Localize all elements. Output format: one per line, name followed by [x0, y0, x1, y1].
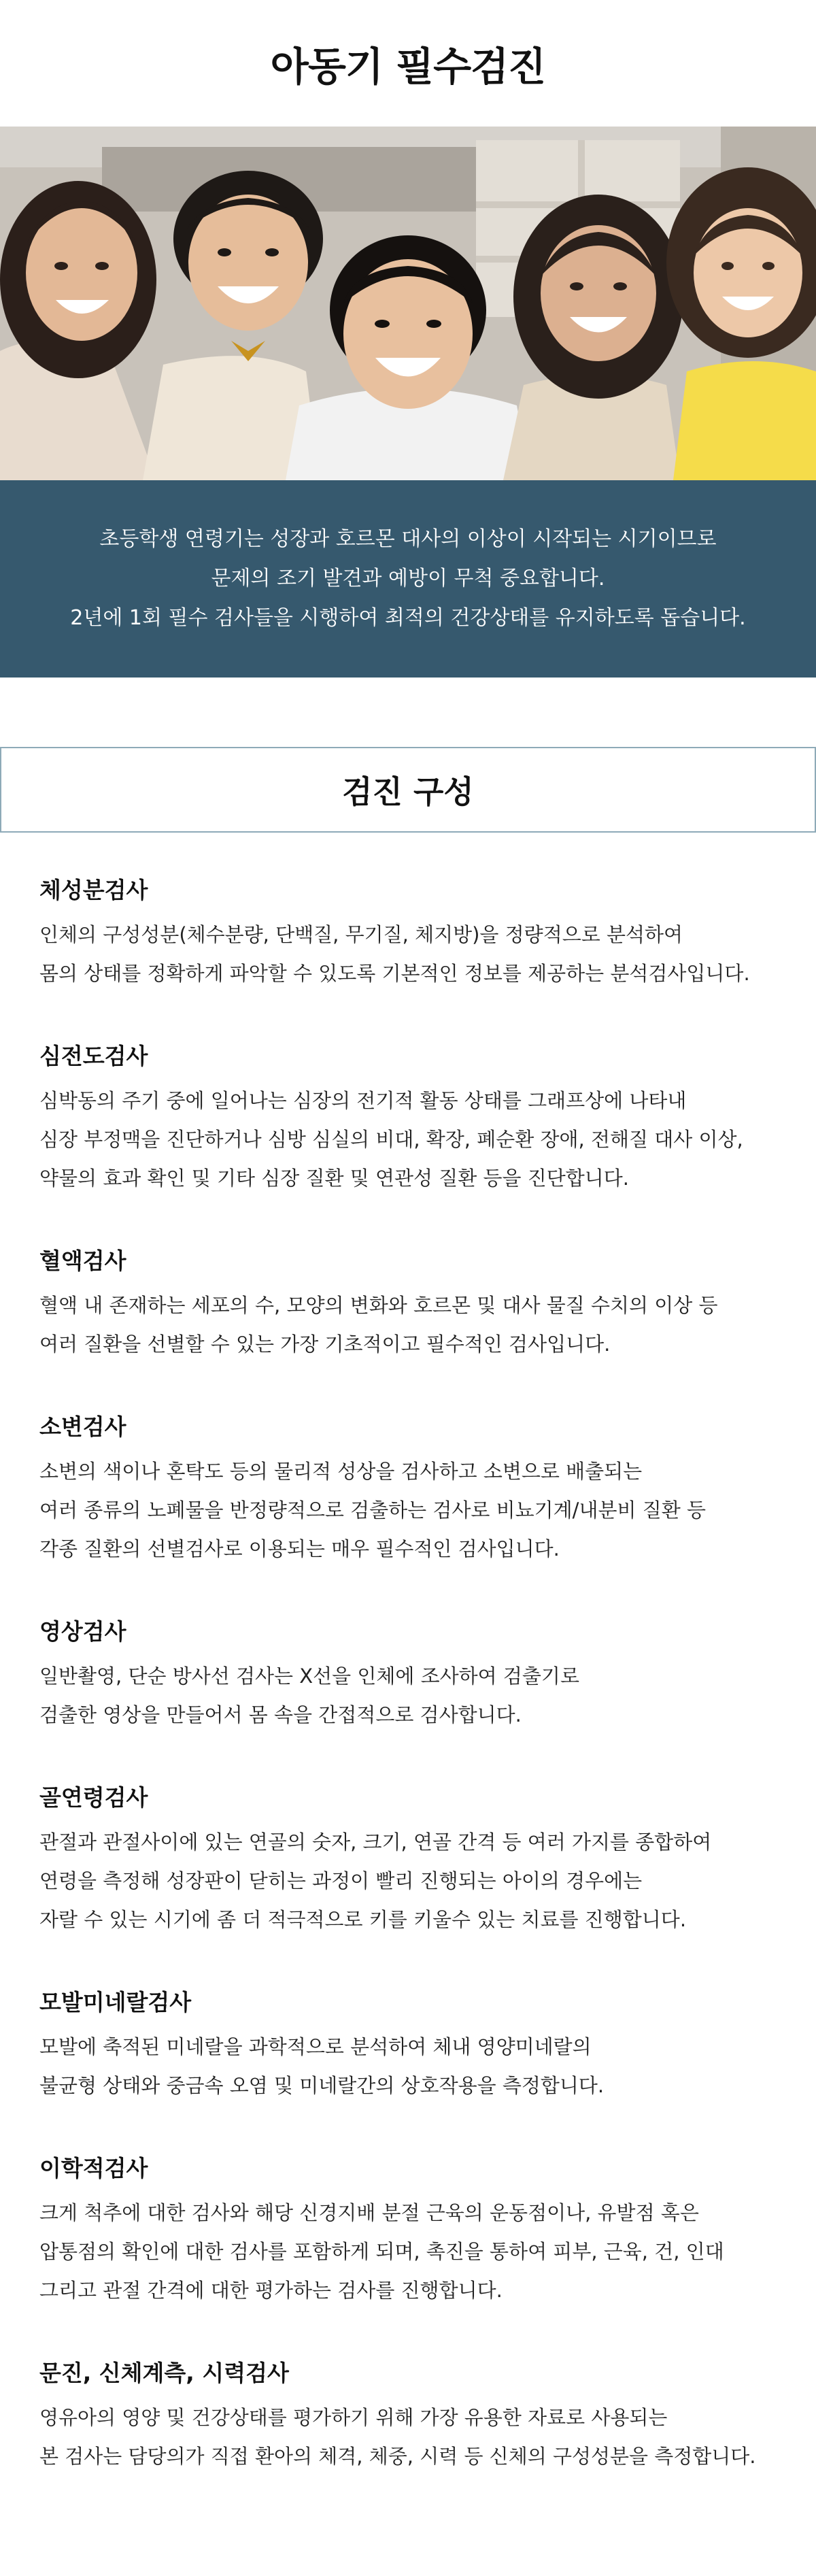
- section-title: 검진 구성: [342, 773, 474, 810]
- exam-desc-line: 검출한 영상을 만들어서 몸 속을 간접적으로 검사합니다.: [39, 1703, 522, 1726]
- hero-photo-children: [0, 127, 816, 480]
- exam-desc-line: 영유아의 영양 및 건강상태를 평가하기 위해 가장 유용한 자료로 사용되는: [39, 2406, 668, 2429]
- exam-list: [0, 833, 816, 2476]
- exam-item-imaging: [39, 1615, 816, 1735]
- exam-desc-line: 심박동의 주기 중에 일어나는 심장의 전기적 활동 상태를 그래프상에 나타내: [39, 1089, 687, 1112]
- exam-desc-line: 압통점의 확인에 대한 검사를 포함하게 되며, 촉진을 통하여 피부, 근육, 건, 인대: [39, 2240, 724, 2263]
- exam-desc-line: 각종 질환의 선별검사로 이용되는 매우 필수적인 검사입니다.: [39, 1537, 560, 1560]
- child-4: [503, 195, 683, 480]
- exam-title: 심전도검사: [39, 1039, 157, 1073]
- exam-title: 영상검사: [39, 1615, 136, 1649]
- exam-desc-line: 불균형 상태와 중금속 오염 및 미네랄간의 상호작용을 측정합니다.: [39, 2074, 605, 2097]
- exam-desc-line: 모발에 축적된 미네랄을 과학적으로 분석하여 체내 영양미네랄의: [39, 2035, 592, 2058]
- exam-item-hair-mineral: [39, 1986, 816, 2105]
- exam-desc-line: 여러 종류의 노폐물을 반정량적으로 검출하는 검사로 비뇨기계/내분비 질환 등: [39, 1499, 706, 1522]
- section-heading-box: [0, 747, 816, 833]
- exam-item-urine: [39, 1410, 816, 1569]
- exam-desc-line: 인체의 구성성분(체수분량, 단백질, 무기질, 체지방)을 정량적으로 분석하여: [39, 923, 683, 946]
- exam-item-ecg: [39, 1039, 816, 1198]
- exam-item-physical: [39, 2152, 816, 2310]
- intro-banner: [0, 480, 816, 678]
- exam-title: 혈액검사: [39, 1244, 136, 1278]
- exam-desc-line: 크게 척추에 대한 검사와 해당 신경지배 분절 근육의 운동점이나, 유발점 혹은: [39, 2201, 699, 2224]
- exam-desc-line: 일반촬영, 단순 방사선 검사는 X선을 인체에 조사하여 검출기로: [39, 1665, 579, 1688]
- exam-desc-line: 관절과 관절사이에 있는 연골의 숫자, 크기, 연골 간격 등 여러 가지를 종합하여: [39, 1830, 712, 1854]
- exam-desc-line: 몸의 상태를 정확하게 파악할 수 있도록 기본적인 정보를 제공하는 분석검사입니다.: [39, 962, 750, 985]
- exam-desc-line: 소변의 색이나 혼탁도 등의 물리적 성상을 검사하고 소변으로 배출되는: [39, 1460, 643, 1483]
- intro-line: 초등학생 연령기는 성장과 호르몬 대사의 이상이 시작되는 시기이므로: [99, 527, 717, 551]
- hero-illustration: [0, 127, 816, 480]
- exam-item-blood: [39, 1244, 816, 1364]
- page-title: 아동기 필수검진: [270, 44, 546, 90]
- exam-item-interview-measure-vision: [39, 2356, 816, 2476]
- exam-desc-line: 약물의 효과 확인 및 기타 심장 질환 및 연관성 질환 등을 진단합니다.: [39, 1167, 629, 1190]
- exam-item-bone-age: [39, 1781, 816, 1939]
- exam-desc-line: 혈액 내 존재하는 세포의 수, 모양의 변화와 호르몬 및 대사 물질 수치의 이상 등: [39, 1294, 718, 1317]
- exam-desc-line: 자랄 수 있는 시기에 좀 더 적극적으로 키를 키울수 있는 치료를 진행합니다.: [39, 1908, 687, 1931]
- exam-title: 소변검사: [39, 1410, 136, 1444]
- exam-desc-line: 연령을 측정해 성장판이 닫히는 과정이 빨리 진행되는 아이의 경우에는: [39, 1869, 643, 1892]
- intro-line: 문제의 조기 발견과 예방이 무척 중요합니다.: [211, 567, 605, 590]
- child-5: [666, 167, 816, 480]
- exam-title: 모발미네랄검사: [39, 1986, 201, 2020]
- intro-line: 2년에 1회 필수 검사들을 시행하여 최적의 건강상태를 유지하도록 돕습니다.: [70, 606, 746, 630]
- exam-item-body-composition: [39, 873, 816, 993]
- exam-title: 체성분검사: [39, 873, 157, 907]
- child-1: [0, 181, 156, 480]
- exam-desc-line: 심장 부정맥을 진단하거나 심방 심실의 비대, 확장, 폐순환 장애, 전해질 대사 이상,: [39, 1128, 743, 1151]
- exam-title: 문진, 신체계측, 시력검사: [39, 2356, 299, 2390]
- exam-desc-line: 그리고 관절 간격에 대한 평가하는 검사를 진행합니다.: [39, 2279, 503, 2302]
- exam-desc-line: 여러 질환을 선별할 수 있는 가장 기초적이고 필수적인 검사입니다.: [39, 1333, 611, 1356]
- exam-desc-line: 본 검사는 담당의가 직접 환아의 체격, 체중, 시력 등 신체의 구성성분을 측정합니다.: [39, 2445, 756, 2468]
- exam-title: 이학적검사: [39, 2152, 157, 2186]
- exam-title: 골연령검사: [39, 1781, 157, 1815]
